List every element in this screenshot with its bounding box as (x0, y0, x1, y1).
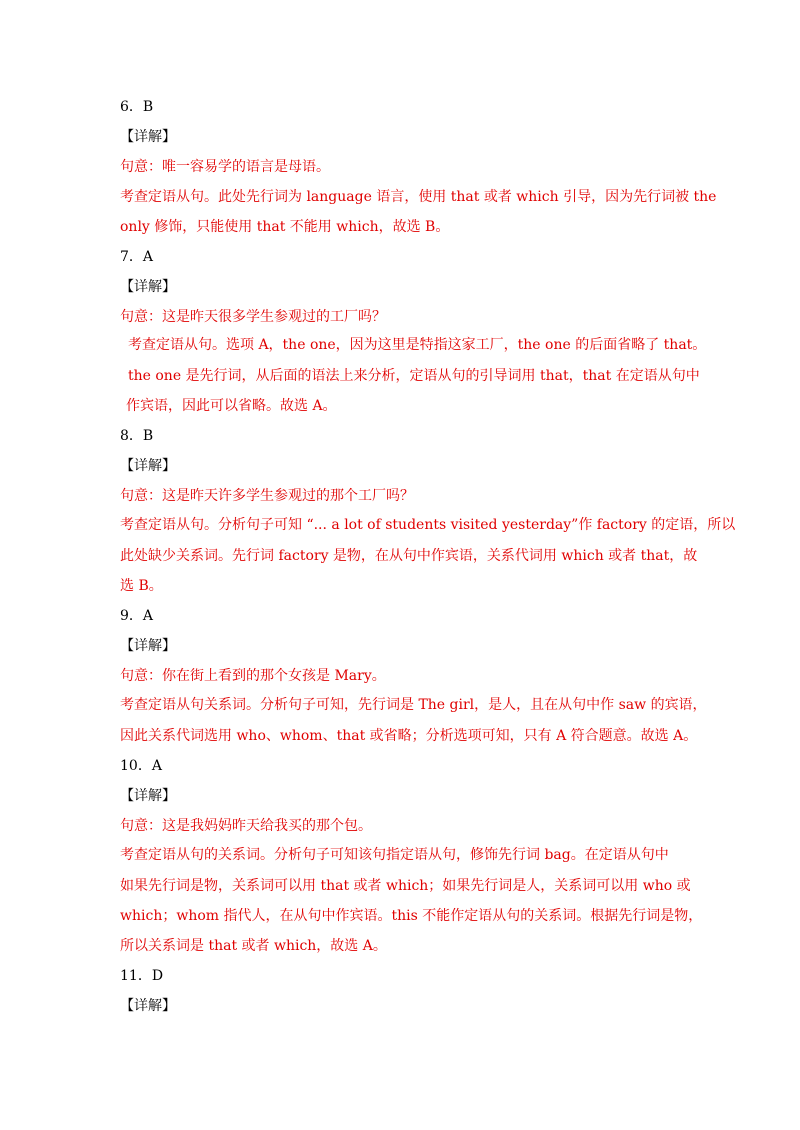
item-number: 10．A (120, 758, 162, 774)
item-number: 6．B (120, 99, 154, 115)
explanation-line: which；whom 指代人，在从句中作宾语。this 不能作定语从句的关系词。根据先行词是物， (120, 908, 703, 924)
meaning-text: 句意：这是我妈妈昨天给我买的那个包。 (120, 818, 372, 834)
explanation-line: 考查定语从句关系词。分析句子可知，先行词是 The girl，是人，且在从句中作 saw 的宾语， (120, 697, 707, 713)
explanation-line: only 修饰，只能使用 that 不能用 which，故选 B。 (120, 219, 450, 235)
item-number: 9．A (120, 608, 154, 624)
explanation-line: 因此关系代词选用 who、whom、that 或省略；分析选项可知，只有 A 符合题意。故选 A。 (120, 728, 698, 744)
explanation-line: 考查定语从句。选项 A，the one，因为这里是特指这家工厂，the one 的后面省略了 that。 (128, 337, 707, 353)
explanation-line: 所以关系词是 that 或者 which，故选 A。 (120, 938, 387, 954)
meaning-text: 句意：唯一容易学的语言是母语。 (120, 159, 330, 175)
explanation-line: 此处缺少关系词。先行词 factory 是物，在从句中作宾语，关系代词用 which 或者 that，故 (120, 548, 698, 564)
detail-header: 【详解】 (120, 279, 176, 295)
explanation-line: 如果先行词是物，关系词可以用 that 或者 which；如果先行词是人，关系词可以用 who 或 (120, 878, 691, 894)
meaning-text: 句意：这是昨天很多学生参观过的工厂吗？ (120, 309, 386, 325)
item-number: 8．B (120, 428, 154, 444)
explanation-line: 选 B。 (120, 578, 163, 594)
detail-header: 【详解】 (120, 788, 176, 804)
explanation-line: 考查定语从句。此处先行词为 language 语言，使用 that 或者 which 引导，因为先行词被 the (120, 189, 717, 205)
meaning-text: 句意：这是昨天许多学生参观过的那个工厂吗？ (120, 488, 414, 504)
detail-header: 【详解】 (120, 458, 176, 474)
detail-header: 【详解】 (120, 638, 176, 654)
detail-header: 【详解】 (120, 998, 176, 1014)
explanation-line: 作宾语，因此可以省略。故选 A。 (126, 398, 337, 414)
detail-header: 【详解】 (120, 129, 176, 145)
explanation-line: 考查定语从句。分析句子可知 “... a lot of students visited yesterday”作 factory 的定语，所以 (120, 517, 736, 533)
item-number: 7．A (120, 249, 154, 265)
explanation-line: the one 是先行词，从后面的语法上来分析，定语从句的引导词用 that，that 在定语从句中 (128, 368, 700, 384)
explanation-line: 考查定语从句的关系词。分析句子可知该句指定语从句，修饰先行词 bag。在定语从句中 (120, 847, 669, 863)
meaning-text: 句意：你在街上看到的那个女孩是 Mary。 (120, 668, 386, 684)
item-number: 11．D (120, 968, 164, 984)
